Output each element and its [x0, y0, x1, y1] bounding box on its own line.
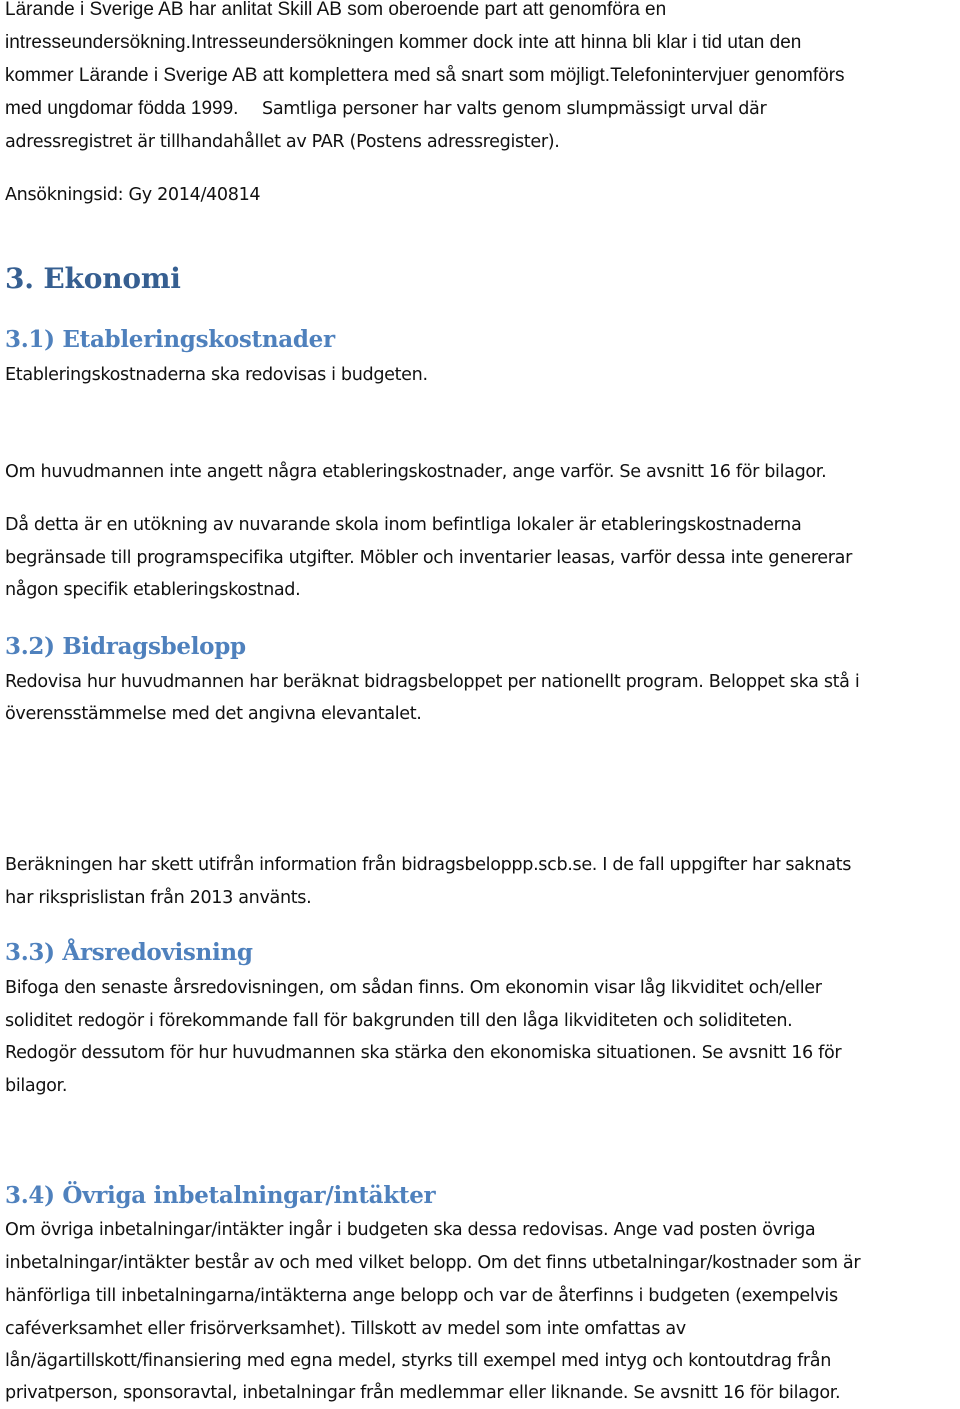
s32-line-4: har riksprislistan från 2013 använts. — [5, 888, 312, 908]
intro-line-4a: med ungdomar födda 1999. — [5, 98, 239, 119]
intro-line-5: adressregistret är tillhandahållet av PAR (Postens adressregister). — [5, 132, 560, 152]
s34-line-6: privatperson, sponsoravtal, inbetalningar från medlemmar eller liknande. Se avsnitt 16 för bilagor. — [5, 1383, 841, 1403]
s33-line-1: Bifoga den senaste årsredovisningen, om sådan finns. Om ekonomin visar låg likviditet och/eller — [5, 978, 822, 998]
s32-line-1: Redovisa hur huvudmannen har beräknat bidragsbeloppet per nationellt program. Beloppet ska stå i — [5, 672, 860, 692]
s31-line-2: Om huvudmannen inte angett några etableringskostnader, ange varför. Se avsnitt 16 för bilagor. — [5, 462, 827, 482]
section-heading-ekonomi: 3. Ekonomi — [5, 262, 181, 295]
s34-line-2: inbetalningar/intäkter består av och med vilket belopp. Om det finns utbetalningar/kostnader som är — [5, 1253, 861, 1273]
s33-line-2: soliditet redogör i förekommande fall för bakgrunden till den låga likviditeten och soliditeten. — [5, 1011, 793, 1031]
intro-line-1: Lärande i Sverige AB har anlitat Skill AB som oberoende part att genomföra en — [5, 0, 667, 20]
s32-line-3: Beräkningen har skett utifrån information från bidragsbeloppp.scb.se. I de fall uppgifter har saknats — [5, 855, 852, 875]
s31-line-1: Etableringskostnaderna ska redovisas i budgeten. — [5, 365, 428, 385]
application-id: Ansökningsid: Gy 2014/40814 — [5, 185, 261, 205]
s31-line-4: begränsade till programspecifika utgifter. Möbler och inventarier leasas, varför dessa inte genererar — [5, 548, 852, 568]
s34-line-1: Om övriga inbetalningar/intäkter ingår i budgeten ska dessa redovisas. Ange vad posten övriga — [5, 1220, 816, 1240]
s31-line-5: någon specifik etableringskostnad. — [5, 580, 301, 600]
subsection-heading-3-3: 3.3) Årsredovisning — [5, 939, 253, 966]
s34-line-4: caféverksamhet eller frisörverksamhet). Tillskott av medel som inte omfattas av — [5, 1319, 686, 1339]
s34-line-5: lån/ägartillskott/finansiering med egna medel, styrks till exempel med intyg och kontoutdrag från — [5, 1351, 832, 1371]
s34-line-3: hänförliga till inbetalningarna/intäkterna ange belopp och var de återfinns i budgeten (exempelvis — [5, 1286, 838, 1306]
intro-line-3: kommer Lärande i Sverige AB att komplettera med så snart som möjligt.Telefonintervjuer genomförs — [5, 65, 845, 86]
s32-line-2: överensstämmelse med det angivna elevantalet. — [5, 704, 422, 724]
subsection-heading-3-4: 3.4) Övriga inbetalningar/intäkter — [5, 1182, 436, 1209]
intro-line-4b: Samtliga personer har valts genom slumpmässigt urval där — [262, 99, 767, 119]
subsection-heading-3-2: 3.2) Bidragsbelopp — [5, 633, 246, 660]
intro-line-2: intresseundersökning.Intresseundersökningen kommer dock inte att hinna bli klar i tid utan den — [5, 32, 802, 53]
s33-line-4: bilagor. — [5, 1076, 68, 1096]
s33-line-3: Redogör dessutom för hur huvudmannen ska stärka den ekonomiska situationen. Se avsnitt 16 för — [5, 1043, 842, 1063]
s31-line-3: Då detta är en utökning av nuvarande skola inom befintliga lokaler är etableringskostnaderna — [5, 515, 802, 535]
subsection-heading-3-1: 3.1) Etableringskostnader — [5, 326, 335, 353]
